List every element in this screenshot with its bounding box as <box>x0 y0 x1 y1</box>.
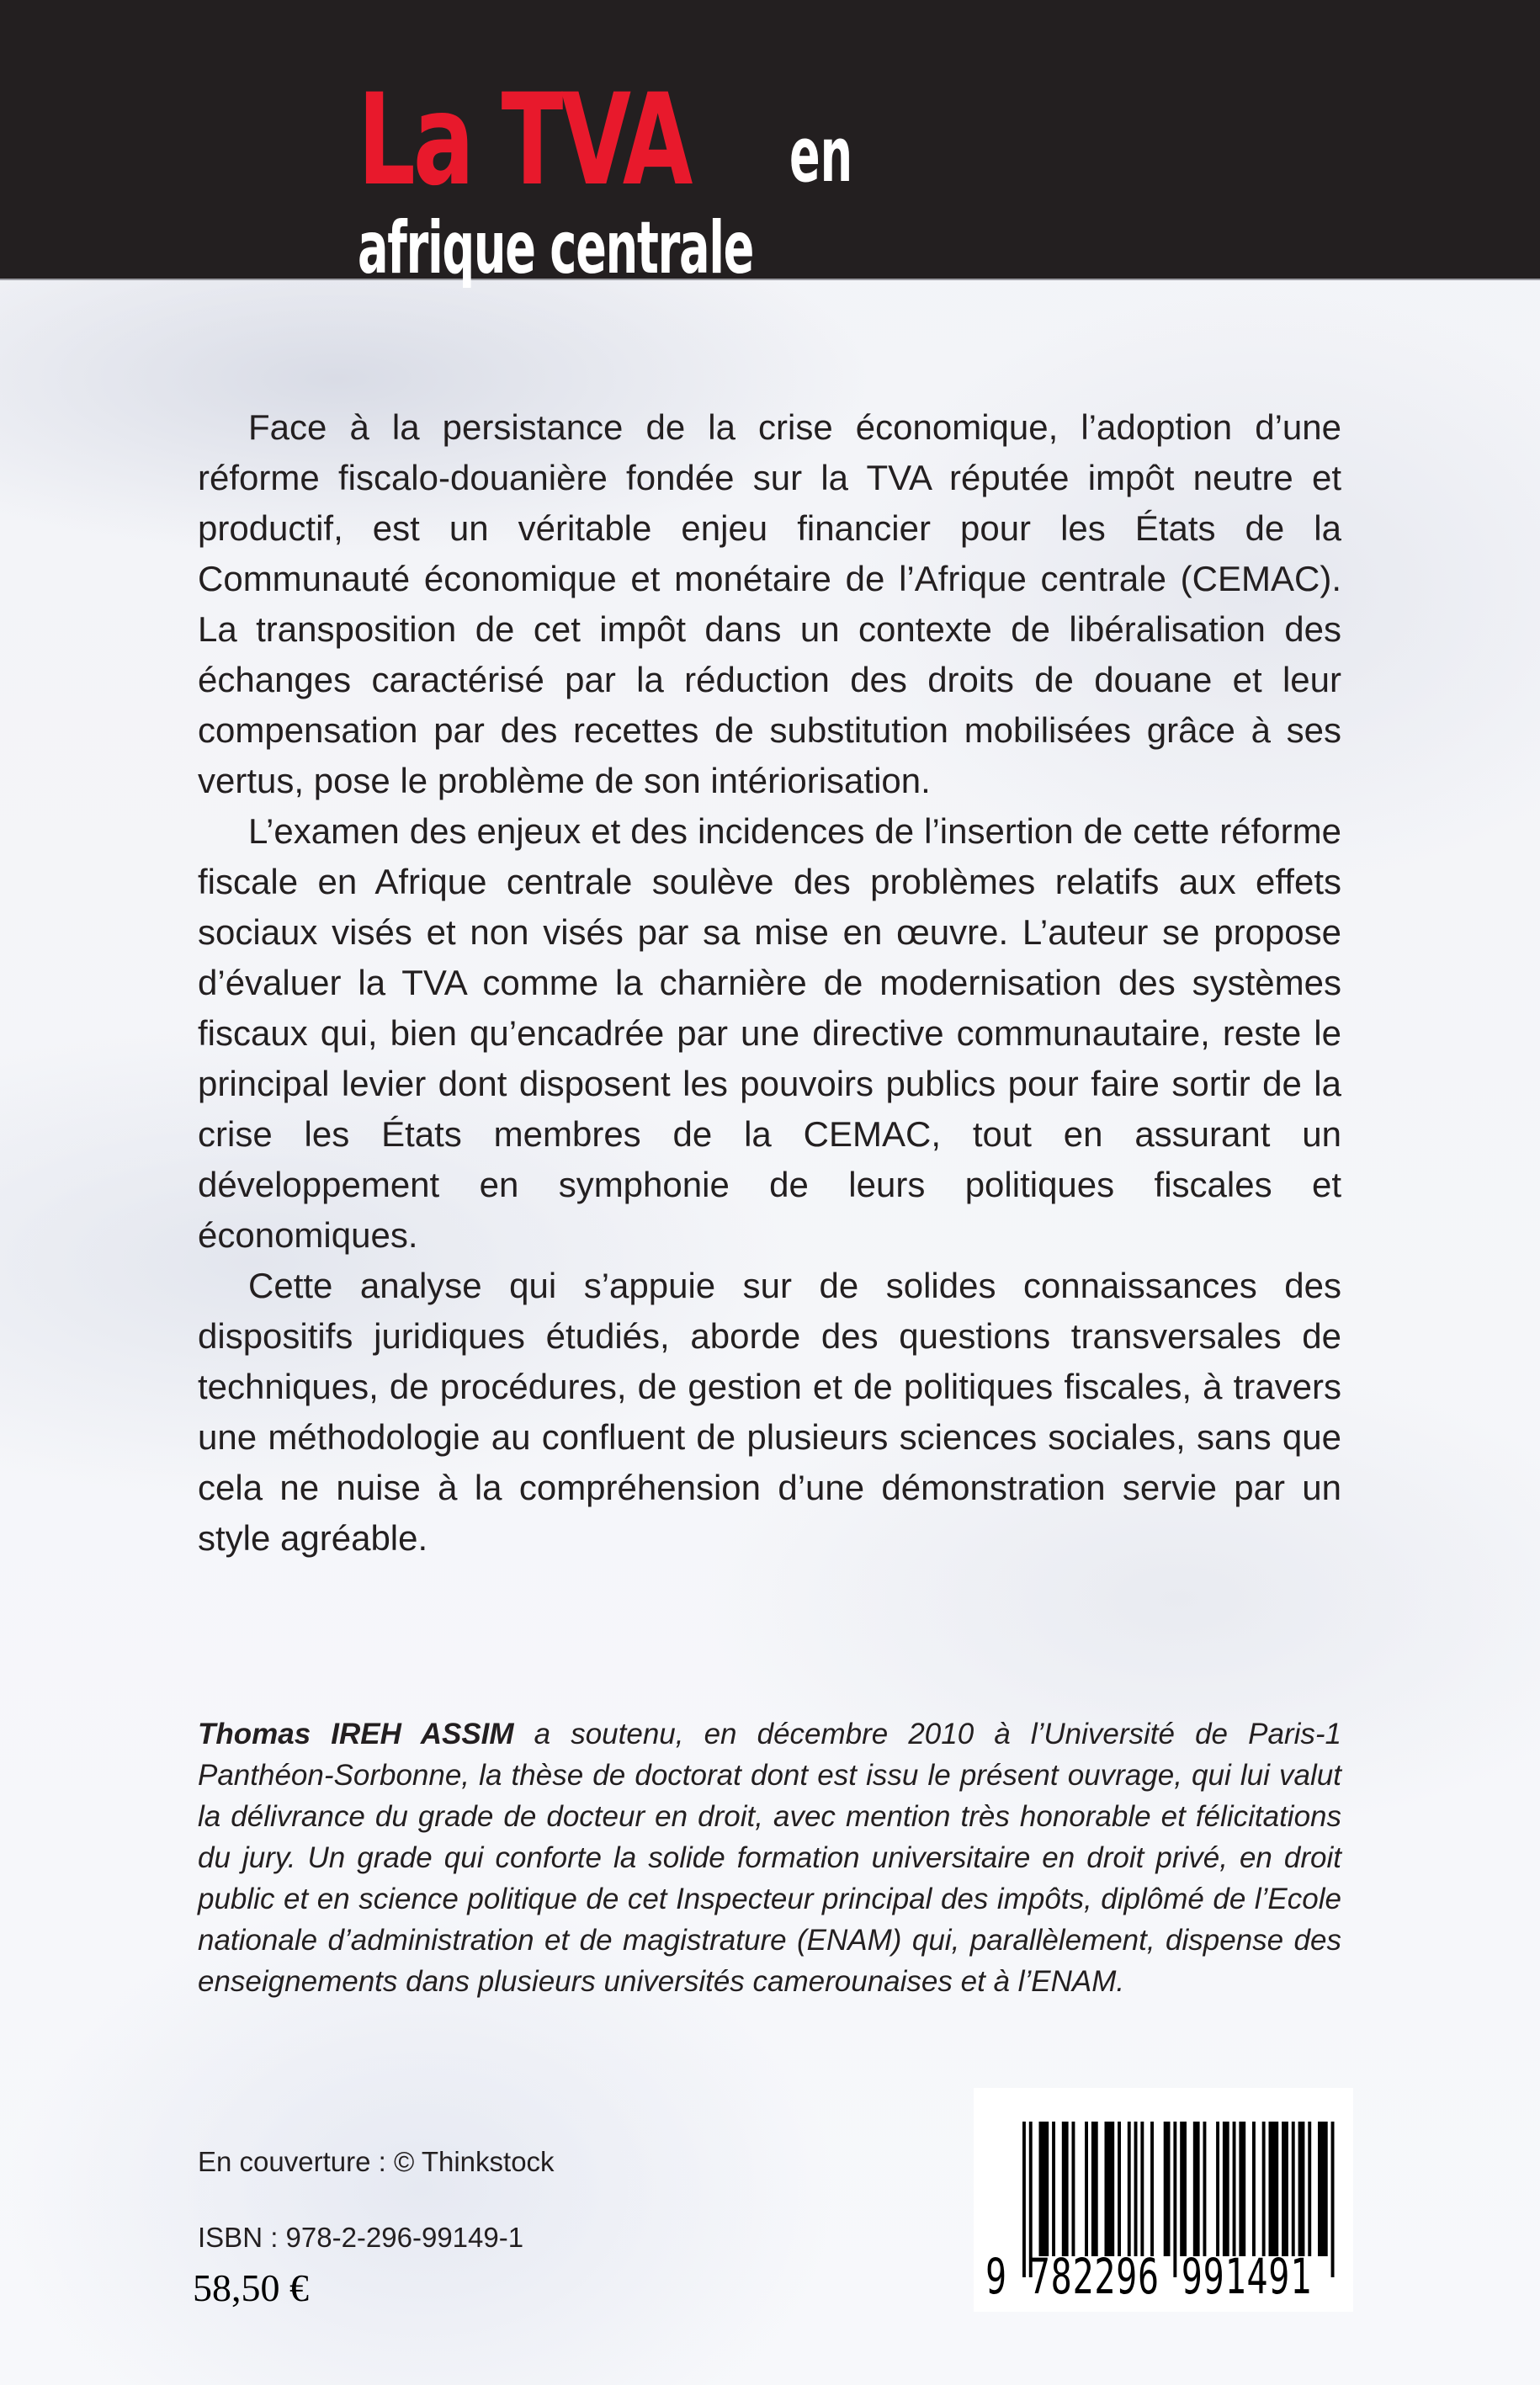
barcode-bar <box>1193 2122 1200 2256</box>
barcode-bar <box>1203 2122 1207 2256</box>
barcode-bar <box>1298 2122 1305 2256</box>
barcode-bar <box>1128 2122 1131 2256</box>
barcode-bar <box>1308 2122 1311 2256</box>
barcode-digits: 9 782296 991491 <box>985 2248 1312 2305</box>
barcode <box>974 2088 1353 2312</box>
barcode-bar <box>1223 2122 1229 2256</box>
bio-text: a soutenu, en décembre 2010 à l’Université de Paris-1 Panthéon-Sorbonne, la thèse de doctorat dont est issu le présent ouvrage, qui lui valut la délivrance du grade de docteur en droit, avec mention très honorable et félicitations du jury. Un grade qui conforte la solide formation universitaire en droit privé, en droit public et en science politique de cet Inspecteur principal des impôts, diplômé de l’Ecole nationale d’administration et de magistrature (ENAM) qui, parallèlement, dispense des enseignements dans plusieurs universités camerounaises et à l’ENAM. <box>198 1718 1341 1998</box>
isbn: ISBN : 978-2-296-99149-1 <box>198 2222 524 2253</box>
barcode-bar <box>1233 2122 1236 2256</box>
barcode-bar <box>1239 2122 1245 2256</box>
barcode-bar <box>1252 2122 1256 2256</box>
barcode-bar <box>1039 2122 1049 2256</box>
barcode-bar <box>1164 2122 1171 2256</box>
barcode-bar <box>1282 2122 1288 2256</box>
title-subtitle: afrique centrale <box>358 206 754 290</box>
barcode-bar <box>1318 2122 1328 2256</box>
author-bio <box>198 1713 1341 2002</box>
summary-paragraph: Cette analyse qui s’appuie sur de solides connaissances des dispositifs juridiques étudiés, aborde des questions transversales de techniques, de procédures, de gestion et de politiques fiscales, à travers une méthodologie au confluent de plusieurs sciences sociales, sans que cela ne nuise à la compréhension d’une démonstration servie par un style agréable. <box>198 1266 1341 1558</box>
summary-paragraph: L’examen des enjeux et des incidences de l’insertion de cette réforme fiscale en Afrique centrale soulève des problèmes relatifs aux effets sociaux visés et non visés par sa mise en œuvre. L’auteur se propose d’évaluer la TVA comme la charnière de modernisation des systèmes fiscaux qui, bien qu’encadrée par une directive communautaire, reste le principal levier dont disposent les pouvoirs publics pour faire sortir de la crise les États membres de la CEMAC, tout en assurant un développement en symphonie de leurs politiques fiscales et économiques. <box>198 811 1341 1255</box>
barcode-bar <box>1091 2122 1098 2256</box>
barcode-bar <box>1062 2122 1069 2256</box>
barcode-bar <box>1072 2122 1075 2256</box>
summary-paragraph: Face à la persistance de la crise économique, l’adoption d’une réforme fiscalo-douanière fondée sur la TVA réputée impôt neutre et productif, est un véritable enjeu financier pour les États de la Communauté économique et monétaire de l’Afrique centrale (CEMAC). La transposition de cet impôt dans un contexte de libéralisation des échanges caractérisé par la réduction des droits de douane et leur compensation par des recettes de substitution mobilisées grâce à ses vertus, pose le problème de son intériorisation. <box>198 407 1341 800</box>
cover-credits: En couverture : © Thinkstock <box>198 2146 555 2177</box>
barcode-bar <box>1150 2122 1154 2256</box>
barcode-bar <box>1269 2122 1279 2256</box>
barcode-bar <box>1052 2122 1055 2256</box>
author-name: Thomas IREH ASSIM <box>198 1718 514 1750</box>
title-en: en <box>789 111 853 199</box>
barcode-bar <box>1085 2122 1088 2256</box>
barcode-bar <box>1292 2122 1295 2256</box>
price: 58,50 € <box>193 2266 309 2309</box>
title-band <box>0 0 1540 280</box>
barcode-bar <box>1180 2122 1187 2256</box>
barcode-bar <box>1262 2122 1266 2256</box>
barcode-bar <box>1134 2122 1138 2256</box>
barcode-bar <box>1105 2122 1115 2256</box>
barcode-bar <box>1216 2122 1219 2256</box>
summary-text <box>198 402 1341 1564</box>
barcode-bar <box>1118 2122 1121 2256</box>
barcode-bar <box>1140 2122 1144 2256</box>
title-main: La TVA <box>358 67 691 214</box>
barcode-bar <box>1331 2122 1335 2277</box>
